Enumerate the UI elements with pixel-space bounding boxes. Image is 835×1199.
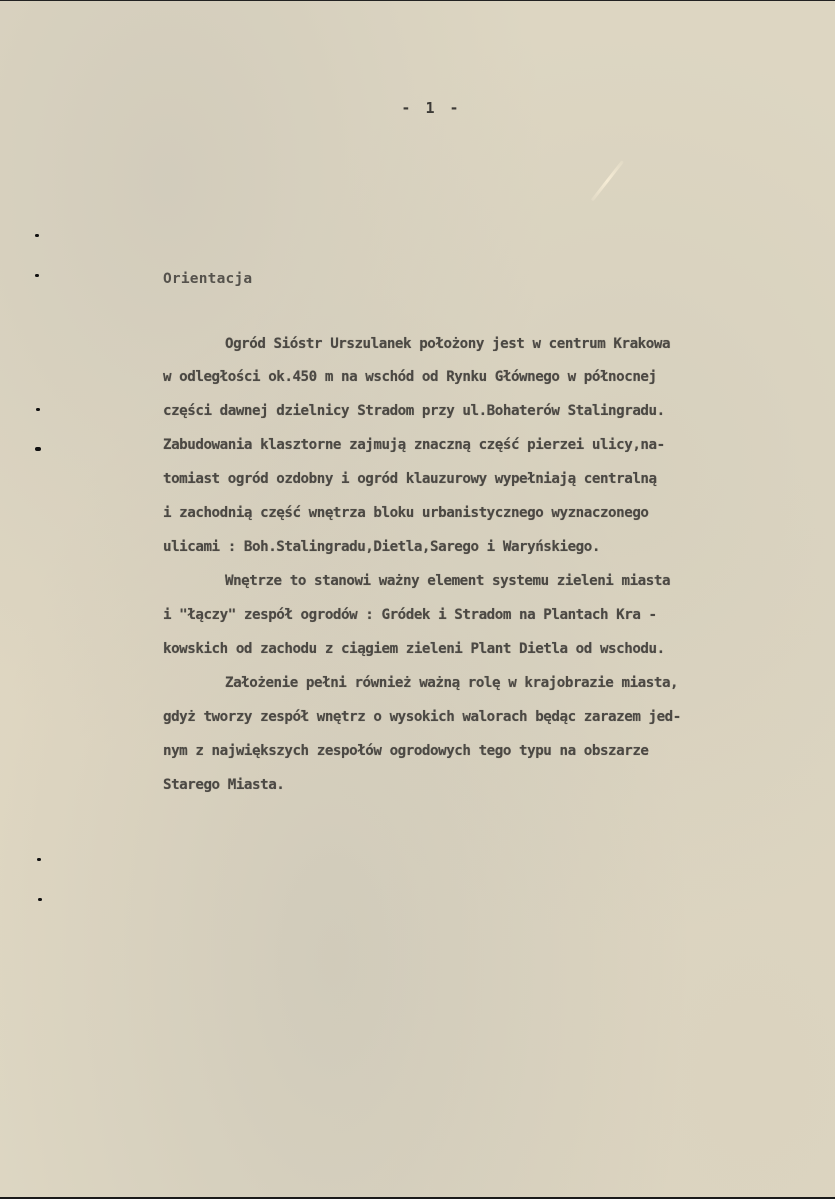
text-line: tomiast ogród ozdobny i ogród klauzurowy wypełniają centralną (163, 471, 657, 487)
text-line: kowskich od zachodu z ciągiem zieleni Plant Dietla od wschodu. (163, 641, 665, 657)
margin-mark (37, 858, 41, 861)
margin-mark (35, 274, 39, 277)
section-heading: Orientacja (163, 271, 253, 287)
text-line: nym z największych zespołów ogrodowych tego typu na obszarze (163, 743, 649, 759)
text-line: i "łączy" zespół ogrodów : Gródek i Stradom na Plantach Kra - (163, 607, 657, 623)
text-line: Założenie pełni również ważną rolę w krajobrazie miasta, (225, 675, 679, 691)
page-number: - 1 - (401, 99, 462, 117)
text-line: w odległości ok.450 m na wschód od Rynku Głównego w północnej (163, 369, 657, 385)
margin-mark (35, 234, 39, 237)
text-line: Wnętrze to stanowi ważny element systemu zieleni miasta (225, 573, 671, 589)
margin-mark (35, 447, 41, 451)
scanned-page (0, 1, 835, 1197)
scan-edge (0, 0, 835, 1)
text-line: Zabudowania klasztorne zajmują znaczną część pierzei ulicy,na- (163, 437, 665, 453)
text-line: ulicami : Boh.Stalingradu,Dietla,Sarego i Waryńskiego. (163, 539, 600, 555)
stray-pencil-mark (591, 160, 624, 201)
text-line: Ogród Sióstr Urszulanek położony jest w centrum Krakowa (225, 336, 671, 352)
text-line: i zachodnią część wnętrza bloku urbanistycznego wyznaczonego (163, 505, 649, 521)
text-line: Starego Miasta. (163, 777, 285, 793)
margin-mark (36, 408, 40, 411)
text-line: części dawnej dzielnicy Stradom przy ul.Bohaterów Stalingradu. (163, 403, 665, 419)
text-line: gdyż tworzy zespół wnętrz o wysokich walorach będąc zarazem jed- (163, 709, 681, 725)
margin-mark (38, 898, 42, 901)
